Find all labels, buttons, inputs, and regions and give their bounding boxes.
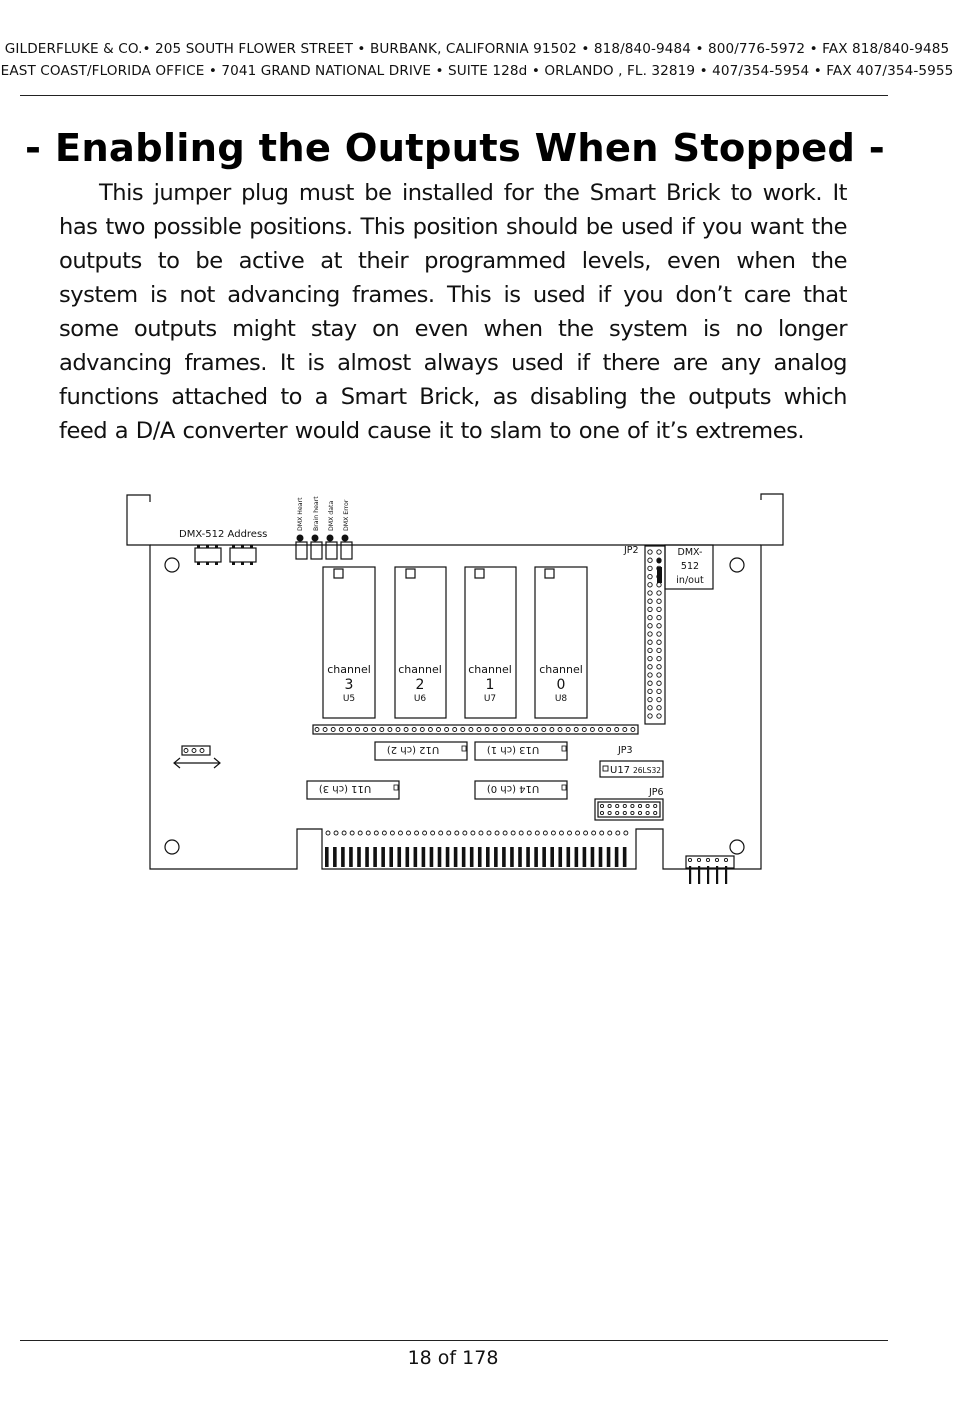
pin-dot [648,632,652,636]
edge-finger [397,847,401,867]
edge-finger [341,847,345,867]
pin-dot [550,728,554,732]
pin-dot [657,607,661,611]
footer-rule [20,1340,888,1341]
edge-finger [454,847,458,867]
pin-dot [631,804,634,807]
pin-dot [608,811,611,814]
pin-dot [445,728,449,732]
pin-dot [382,831,386,835]
pin-dot [616,831,620,835]
pin-dot [342,831,346,835]
double-arrow-icon [174,758,220,768]
chip-u5-number: 3 [344,677,354,693]
pin-dot [364,728,368,732]
edge-finger [325,847,329,867]
u13-label: U13 (ch 1) [486,744,540,755]
edge-finger [591,847,595,867]
page-number: 18 of 178 [407,1347,499,1369]
connector-lead [725,866,727,884]
edge-finger [406,847,410,867]
chip-u6-word: channel [398,663,442,676]
edge-finger [414,847,418,867]
led-label-dmx-heart: DMX Heart [297,497,304,531]
pin-dot [648,714,652,718]
pin-dot [568,831,572,835]
pin-dot [646,804,649,807]
pin-dot [501,728,505,732]
pin-dot [509,728,513,732]
edge-finger [494,847,498,867]
pin-dot [657,656,661,660]
header-address-line: GILDERFLUKE & CO.• 205 SOUTH FLOWER STREET • BURBANK, CALIFORNIA 91502 • 818/840-9484 • 800/776-5972 • FAX 818/840-9485 [4,41,950,57]
pin-dot [648,697,652,701]
pin-dot [616,804,619,807]
pin-dot [471,831,475,835]
chip-u8-number: 0 [556,677,566,693]
pin-dot [648,665,652,669]
pin-dot [648,681,652,685]
chip-notch [462,746,466,751]
pin-dot [388,728,392,732]
pin-dot [184,749,188,753]
pin-dot [461,728,465,732]
edge-finger [349,847,353,867]
pin-dot [559,831,563,835]
pin-dot [347,728,351,732]
pin-dot [334,831,338,835]
pin-dot [315,728,319,732]
pin-dot [608,804,611,807]
edge-finger [550,847,554,867]
pin-dot [380,728,384,732]
pin-dot [358,831,362,835]
pin-dot [657,615,661,619]
pin-dot [428,728,432,732]
edge-finger [438,847,442,867]
edge-finger [470,847,474,867]
edge-finger [430,847,434,867]
pin-dot [372,728,376,732]
edge-finger [558,847,562,867]
pin-dot [648,550,652,554]
pin-dot [657,583,661,587]
pin-dot [542,728,546,732]
pin-dot [543,831,547,835]
pin-dot [485,728,489,732]
pin-dot [439,831,443,835]
pin-dot [648,591,652,595]
pin-dot [631,728,635,732]
edge-finger [486,847,490,867]
chip-u7-word: channel [468,663,512,676]
dmx-box-line1: DMX- [677,547,703,558]
connector-lead [716,866,718,884]
edge-finger [567,847,571,867]
edge-finger [526,847,530,867]
edge-finger [389,847,393,867]
edge-finger [542,847,546,867]
pin-dot [657,706,661,710]
edge-finger [422,847,426,867]
edge-finger [575,847,579,867]
pin-dot [339,728,343,732]
edge-finger [365,847,369,867]
pin-dot [582,728,586,732]
pin-dot [648,689,652,693]
pin-dot [566,728,570,732]
pin-dot [398,831,402,835]
pin-dot [469,728,473,732]
led-label-dmx-data: DMX data [328,500,335,531]
pin-dot [534,728,538,732]
pin-dot [648,583,652,587]
pin-dot [518,728,522,732]
chip-u5-ref: U5 [342,694,356,704]
pin-dot [415,831,419,835]
chip-u7-ref: U7 [483,694,497,704]
pin-dot [404,728,408,732]
edge-finger [502,847,506,867]
pin-dot [600,831,604,835]
pin-dot [600,811,603,814]
chip-notch [603,766,608,771]
u14-label: U14 (ch 0) [486,783,540,794]
dmx-address-label: DMX-512 Address [179,529,268,540]
pin-dot [576,831,580,835]
chip-notch [562,746,566,751]
edge-finger [381,847,385,867]
chip-u8-ref: U8 [554,694,568,704]
u17-part-label: 26LS32 [633,766,662,775]
chip-notch [394,785,398,790]
pin-dot [654,811,657,814]
pin-dot [407,831,411,835]
chip-u6-ref: U6 [413,694,427,704]
pin-dot [657,632,661,636]
pin-dot [331,728,335,732]
pin-dot [366,831,370,835]
pin-dot [646,811,649,814]
pin-dot [631,811,634,814]
connector-lead [707,866,709,884]
pin-dot [396,728,400,732]
pin-dot [638,804,641,807]
chip-u6-number: 2 [415,677,425,693]
pin-dot [503,831,507,835]
pin-dot [648,624,652,628]
pin-dot [200,749,204,753]
edge-finger [446,847,450,867]
pin-dot [648,615,652,619]
pin-dot [590,728,594,732]
connector-lead [689,866,691,884]
pin-dot [608,831,612,835]
pin-dot [423,831,427,835]
pin-dot [600,804,603,807]
pin-dot [648,574,652,578]
pin-dot [638,811,641,814]
chip-u7-number: 1 [485,677,495,693]
pin-dot [657,624,661,628]
header-east-coast-line: EAST COAST/FLORIDA OFFICE • 7041 GRAND NATIONAL DRIVE • SUITE 128d • ORLANDO , FL. 32819 • 407/354-5954 • FAX 407/354-5955 [0,63,954,79]
pin-dot [648,673,652,677]
pin-dot [657,665,661,669]
led-label-brain-heart: Brain heart [313,496,320,531]
pin-dot [558,728,562,732]
pin-dot [648,706,652,710]
pin-dot [688,858,691,861]
edge-finger [518,847,522,867]
pin-dot [477,728,481,732]
pin-dot [511,831,515,835]
pin-dot [599,728,603,732]
edge-finger [478,847,482,867]
pin-dot [657,714,661,718]
chip-u8-word: channel [539,663,583,676]
pin-dot [657,681,661,685]
pin-dot [623,728,627,732]
pin-dot [420,728,424,732]
edge-finger [534,847,538,867]
pin-dot [623,811,626,814]
pin-dot [437,728,441,732]
connector-lead [698,866,700,884]
pin-dot [479,831,483,835]
jp3-label: JP3 [618,745,633,756]
pin-dot [551,831,555,835]
pin-dot [657,689,661,693]
led-label-dmx-error: DMX Error [343,499,350,531]
pin-dot [616,811,619,814]
edge-finger [462,847,466,867]
pin-dot [648,599,652,603]
edge-finger [583,847,587,867]
pin-dot [431,831,435,835]
pin-dot [453,728,457,732]
edge-finger [615,847,619,867]
chip-notch [562,785,566,790]
jp6-label: JP6 [649,787,664,798]
edge-finger [373,847,377,867]
jp2-label: JP2 [624,545,639,556]
pin-dot [623,804,626,807]
pin-dot [648,640,652,644]
u11-label: U11 (ch 3) [318,783,372,794]
pin-dot [584,831,588,835]
pin-dot [493,728,497,732]
u12-label: U12 (ch 2) [386,744,440,755]
edge-finger [623,847,627,867]
dmx-box-line3: in/out [676,575,704,586]
pin-dot [615,728,619,732]
pin-dot [657,550,661,554]
edge-finger [510,847,514,867]
pin-dot [374,831,378,835]
pin-dot [624,831,628,835]
chip-u5-word: channel [327,663,371,676]
pin-dot [706,858,709,861]
pin-dot [350,831,354,835]
pin-dot [526,728,530,732]
pin-dot [697,858,700,861]
pin-dot [657,591,661,595]
edge-finger [333,847,337,867]
pin-dot [648,648,652,652]
pin-dot [447,831,451,835]
pin-dot [356,728,360,732]
pin-dot [657,673,661,677]
pin-dot [192,749,196,753]
pin-dot [648,607,652,611]
dmx-box-line2: 512 [680,561,700,572]
pin-dot [412,728,416,732]
pin-dot [574,728,578,732]
pin-dot [592,831,596,835]
pin-dot [648,566,652,570]
pin-dot [535,831,539,835]
pin-dot [657,599,661,603]
pin-dot [715,858,718,861]
pin-dot [657,648,661,652]
pin-dot [455,831,459,835]
pin-dot [724,858,727,861]
pin-dot [607,728,611,732]
pin-dot [527,831,531,835]
pin-dot [519,831,523,835]
pin-dot [648,558,652,562]
edge-finger [357,847,361,867]
pin-dot [495,831,499,835]
pin-dot [390,831,394,835]
pin-dot [487,831,491,835]
pin-dot [654,804,657,807]
u17-label: U17 [610,765,631,776]
pin-dot [326,831,330,835]
pin-dot [648,656,652,660]
page-title: - Enabling the Outputs When Stopped - [25,126,885,171]
edge-finger [599,847,603,867]
pin-dot [323,728,327,732]
pin-dot [657,640,661,644]
pin-dot [657,697,661,701]
pin-dot [463,831,467,835]
edge-finger [607,847,611,867]
body-paragraph: This jumper plug must be installed for the Smart Brick to work. It has two possible positions. This position should be used if you want the outputs to be active at their programmed levels, even when the system is not advancing frames. This is used if you don’t care that some outputs might stay on even when the system is no longer advancing frames. It is almost always used if there are any analog functions attached to a Smart Brick, as disabling the outputs which feed a D/A converter would cause it to slam to one of it’s extremes. [59,180,847,444]
